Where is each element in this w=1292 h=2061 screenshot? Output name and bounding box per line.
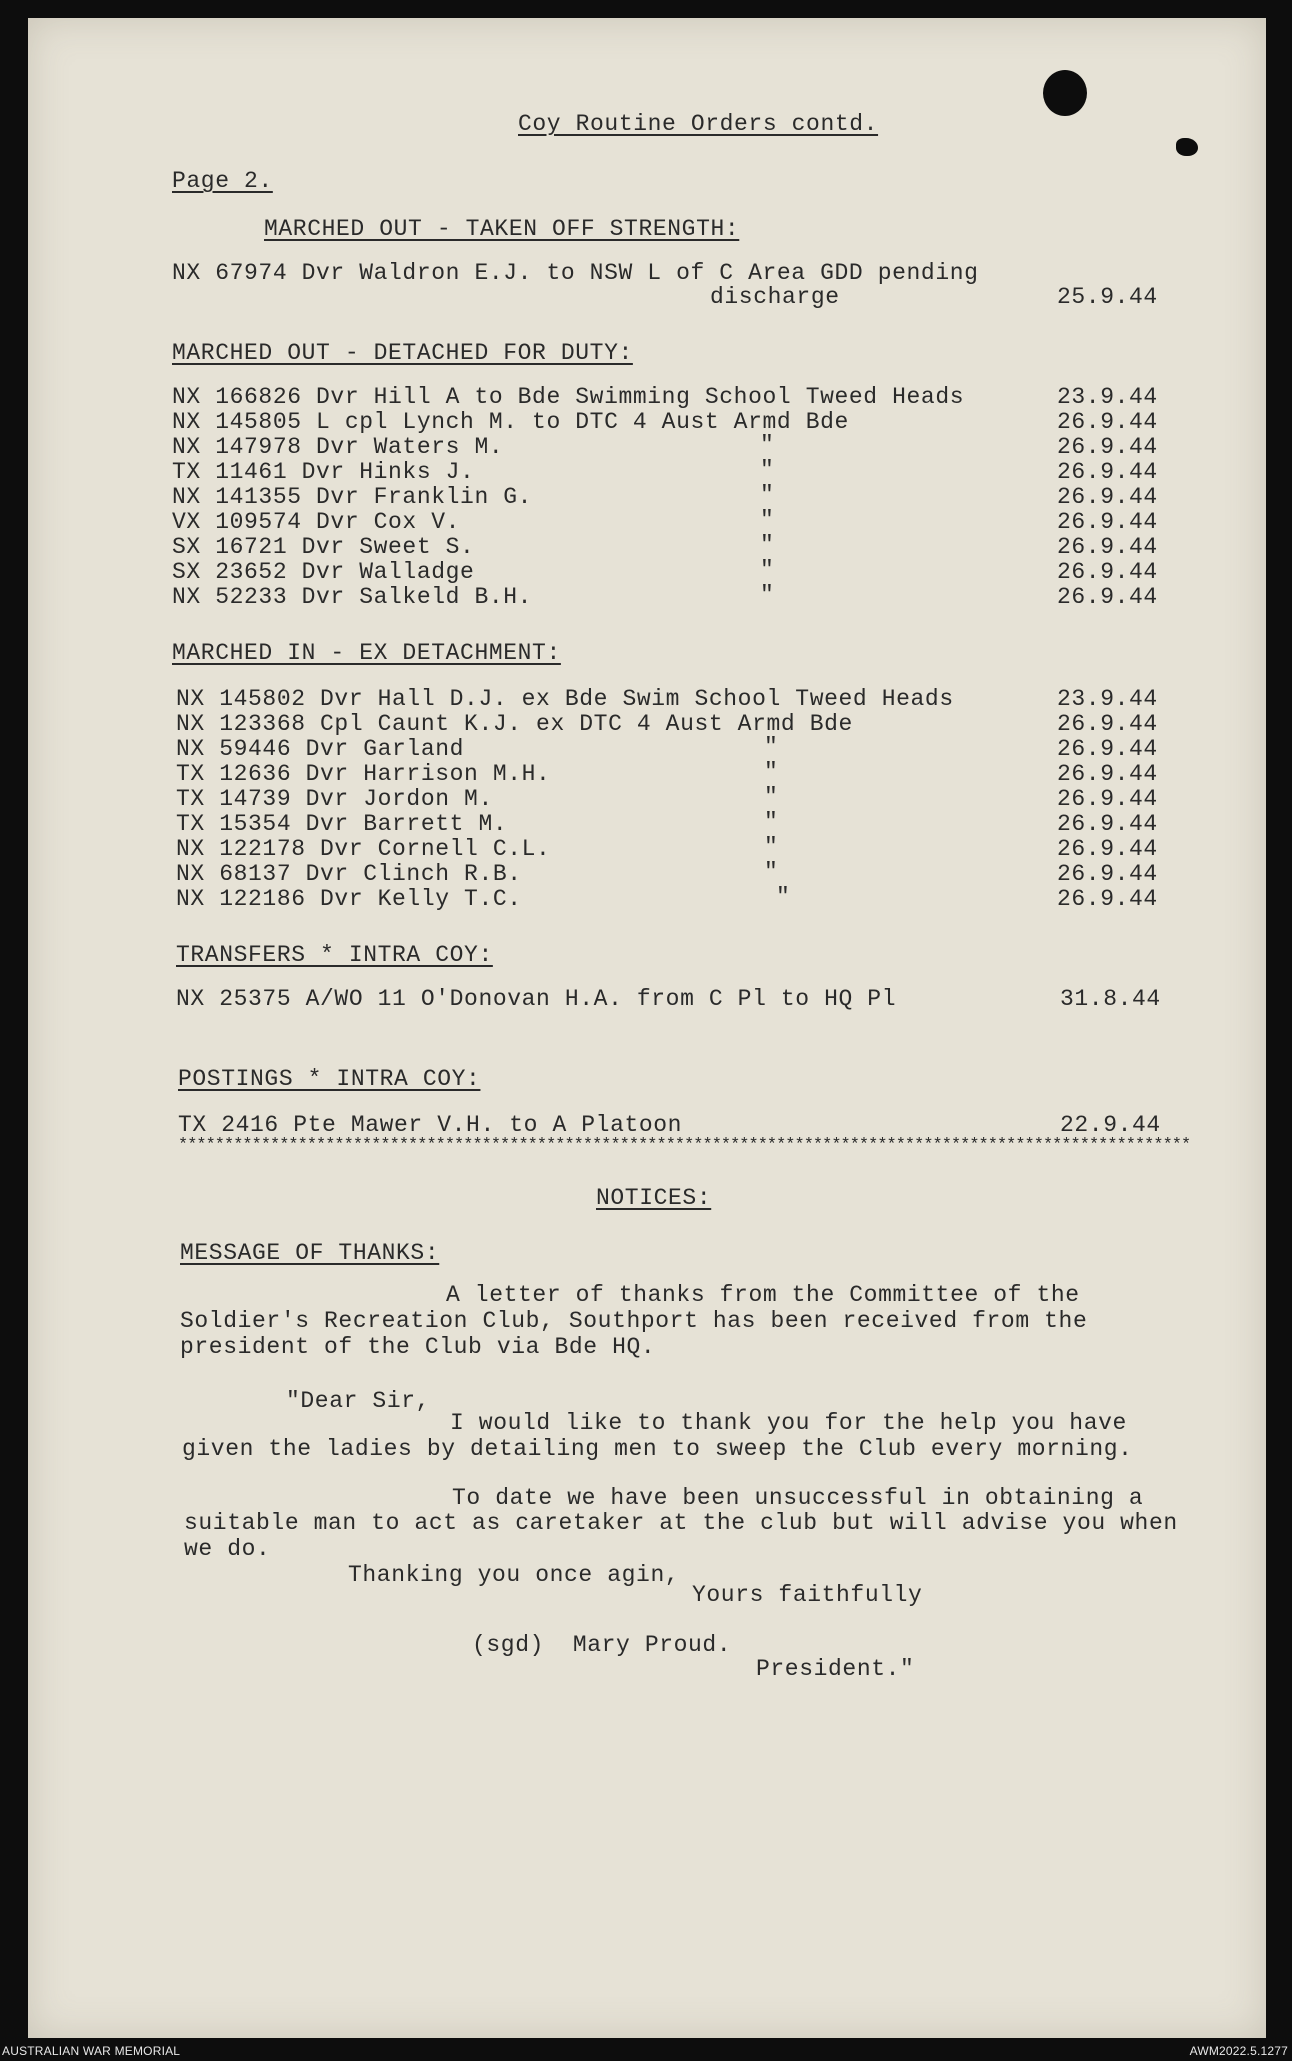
letter-text: suitable man to act as caretaker at the club but will advise you when [184,1510,1178,1536]
list-item: TX 15354 Dvr Barrett M. [176,811,508,837]
separator-line: ************************************************************************************************************** [178,1136,1191,1155]
notices-heading: NOTICES: [596,1185,712,1211]
entry-date: 26.9.44 [1057,736,1158,762]
document-page [28,18,1266,2038]
ditto-mark: " [760,432,774,458]
letter-salutation: "Dear Sir, [286,1388,431,1414]
ditto-mark: " [760,507,774,533]
section-heading-postings: POSTINGS * INTRA COY: [178,1066,481,1092]
entry-date: 26.9.44 [1057,861,1158,887]
list-item: NX 123368 Cpl Caunt K.J. ex DTC 4 Aust Armd Bde [176,711,853,737]
section-heading-marched-out-tos: MARCHED OUT - TAKEN OFF STRENGTH: [264,216,740,242]
entry-date: 25.9.44 [1057,284,1158,310]
entry-date: 31.8.44 [1060,986,1161,1012]
list-item: NX 122186 Dvr Kelly T.C. [176,886,522,912]
list-item: NX 145805 L cpl Lynch M. to DTC 4 Aust Armd Bde [172,409,849,435]
entry-date: 23.9.44 [1057,686,1158,712]
letter-text: given the ladies by detailing men to sweep the Club every morning. [182,1436,1133,1462]
list-item: TX 11461 Dvr Hinks J. [172,459,475,485]
page-number: Page 2. [172,168,273,194]
footer-credit: AUSTRALIAN WAR MEMORIAL [2,2044,181,2058]
list-item: TX 14739 Dvr Jordon M. [176,786,493,812]
list-item: NX 52233 Dvr Salkeld B.H. [172,584,533,610]
punch-hole [1043,70,1087,116]
entry-date: 26.9.44 [1057,434,1158,460]
section-heading-marched-in: MARCHED IN - EX DETACHMENT: [172,640,561,666]
letter-signature: (sgd) Mary Proud. [472,1632,732,1658]
notice-text: Soldier's Recreation Club, Southport has been received from the [180,1308,1088,1334]
list-item: SX 23652 Dvr Walladge [172,559,475,585]
ditto-mark: " [764,734,778,760]
footer-reference: AWM2022.5.1277 [1189,2044,1288,2058]
entry-line: discharge [710,284,840,310]
notice-text: president of the Club via Bde HQ. [180,1334,656,1360]
ditto-mark: " [760,557,774,583]
list-item: TX 12636 Dvr Harrison M.H. [176,761,551,787]
list-item: NX 147978 Dvr Waters M. [172,434,504,460]
list-item: NX 122178 Dvr Cornell C.L. [176,836,551,862]
entry-date: 26.9.44 [1057,484,1158,510]
letter-text: To date we have been unsuccessful in obtaining a [452,1485,1144,1511]
paper-tear [1176,138,1198,156]
section-heading-transfers: TRANSFERS * INTRA COY: [176,942,493,968]
notice-text: A letter of thanks from the Committee of the [446,1282,1080,1308]
entry-date: 26.9.44 [1057,409,1158,435]
entry-date: 26.9.44 [1057,811,1158,837]
ditto-mark: " [764,859,778,885]
entry-date: 23.9.44 [1057,384,1158,410]
ditto-mark: " [764,809,778,835]
entry-line: TX 2416 Pte Mawer V.H. to A Platoon [178,1112,683,1138]
entry-line: NX 25375 A/WO 11 O'Donovan H.A. from C Pl to HQ Pl [176,986,897,1012]
entry-date: 26.9.44 [1057,509,1158,535]
letter-signatory-title: President." [756,1656,915,1682]
ditto-mark: " [760,532,774,558]
list-item: NX 141355 Dvr Franklin G. [172,484,533,510]
letter-text: we do. [184,1536,271,1562]
ditto-mark: " [764,759,778,785]
section-heading-marched-out-dfd: MARCHED OUT - DETACHED FOR DUTY: [172,340,633,366]
entry-date: 26.9.44 [1057,534,1158,560]
ditto-mark: " [764,834,778,860]
entry-date: 26.9.44 [1057,786,1158,812]
entry-date: 26.9.44 [1057,761,1158,787]
ditto-mark: " [760,482,774,508]
ditto-mark: " [776,884,790,910]
entry-date: 26.9.44 [1057,559,1158,585]
letter-text: Thanking you once agin, [348,1562,680,1588]
entry-date: 22.9.44 [1060,1112,1161,1138]
entry-line: NX 67974 Dvr Waldron E.J. to NSW L of C Area GDD pending [172,260,979,286]
entry-date: 26.9.44 [1057,584,1158,610]
list-item: VX 109574 Dvr Cox V. [172,509,461,535]
ditto-mark: " [764,784,778,810]
list-item: NX 166826 Dvr Hill A to Bde Swimming School Tweed Heads [172,384,965,410]
list-item: NX 59446 Dvr Garland [176,736,465,762]
ditto-mark: " [760,582,774,608]
letter-closing: Yours faithfully [692,1582,923,1608]
entry-date: 26.9.44 [1057,711,1158,737]
message-of-thanks-heading: MESSAGE OF THANKS: [180,1240,440,1266]
entry-date: 26.9.44 [1057,886,1158,912]
ditto-mark: " [760,457,774,483]
list-item: NX 145802 Dvr Hall D.J. ex Bde Swim School Tweed Heads [176,686,954,712]
entry-date: 26.9.44 [1057,836,1158,862]
entry-date: 26.9.44 [1057,459,1158,485]
list-item: SX 16721 Dvr Sweet S. [172,534,475,560]
page-title: Coy Routine Orders contd. [518,111,879,137]
letter-text: I would like to thank you for the help you have [450,1410,1127,1436]
list-item: NX 68137 Dvr Clinch R.B. [176,861,522,887]
